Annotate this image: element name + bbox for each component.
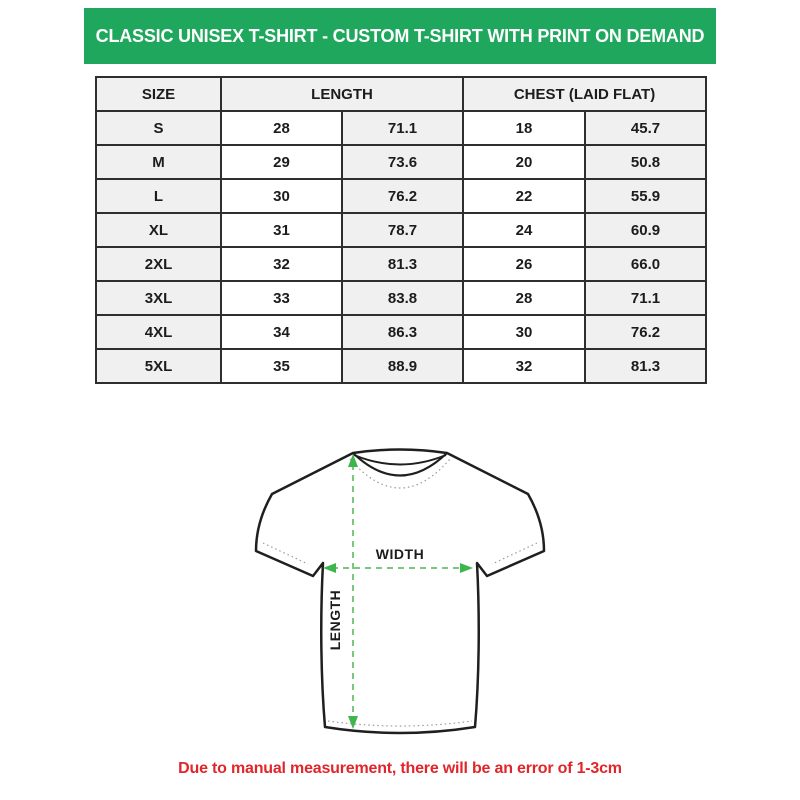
chest-in-cell: 32 [463, 349, 585, 383]
size-cell: M [96, 145, 221, 179]
length-cm-cell: 86.3 [342, 315, 463, 349]
length-in-cell: 34 [221, 315, 342, 349]
size-cell: 3XL [96, 281, 221, 315]
size-cell: 4XL [96, 315, 221, 349]
chest-cm-cell: 45.7 [585, 111, 706, 145]
chest-in-cell: 26 [463, 247, 585, 281]
chest-in-cell: 28 [463, 281, 585, 315]
length-cm-cell: 88.9 [342, 349, 463, 383]
title-banner [84, 8, 716, 64]
column-header-chest: CHEST (LAID FLAT) [463, 77, 706, 111]
tshirt-outline-icon [250, 430, 550, 760]
chest-in-cell: 18 [463, 111, 585, 145]
size-cell: 5XL [96, 349, 221, 383]
length-cm-cell: 71.1 [342, 111, 463, 145]
size-cell: XL [96, 213, 221, 247]
chest-in-cell: 24 [463, 213, 585, 247]
chest-cm-cell: 81.3 [585, 349, 706, 383]
size-cell: 2XL [96, 247, 221, 281]
length-in-cell: 28 [221, 111, 342, 145]
size-cell: S [96, 111, 221, 145]
length-cm-cell: 81.3 [342, 247, 463, 281]
length-in-cell: 31 [221, 213, 342, 247]
table-row [96, 179, 706, 213]
length-in-cell: 35 [221, 349, 342, 383]
chest-in-cell: 20 [463, 145, 585, 179]
chest-cm-cell: 66.0 [585, 247, 706, 281]
width-label: WIDTH [375, 546, 425, 562]
table-header-row [96, 77, 706, 111]
length-cm-cell: 76.2 [342, 179, 463, 213]
page-title: CLASSIC UNISEX T-SHIRT - CUSTOM T-SHIRT WITH PRINT ON DEMAND [95, 25, 705, 46]
table-row [96, 213, 706, 247]
size-table-container [95, 76, 705, 384]
length-cm-cell: 78.7 [342, 213, 463, 247]
table-row [96, 247, 706, 281]
length-cm-cell: 83.8 [342, 281, 463, 315]
length-label: LENGTH [327, 589, 343, 651]
size-table [95, 76, 707, 384]
tshirt-measurement-diagram [250, 430, 550, 760]
table-row [96, 111, 706, 145]
column-header-size: SIZE [96, 77, 221, 111]
chest-in-cell: 22 [463, 179, 585, 213]
length-in-cell: 29 [221, 145, 342, 179]
measurement-disclaimer: Due to manual measurement, there will be an error of 1-3cm [178, 760, 622, 777]
table-row [96, 315, 706, 349]
chest-cm-cell: 60.9 [585, 213, 706, 247]
length-in-cell: 30 [221, 179, 342, 213]
table-row [96, 281, 706, 315]
chest-cm-cell: 76.2 [585, 315, 706, 349]
chest-cm-cell: 71.1 [585, 281, 706, 315]
chest-cm-cell: 55.9 [585, 179, 706, 213]
chest-in-cell: 30 [463, 315, 585, 349]
size-cell: L [96, 179, 221, 213]
length-in-cell: 32 [221, 247, 342, 281]
table-row [96, 349, 706, 383]
column-header-length: LENGTH [221, 77, 463, 111]
chest-cm-cell: 50.8 [585, 145, 706, 179]
length-in-cell: 33 [221, 281, 342, 315]
table-row [96, 145, 706, 179]
length-cm-cell: 73.6 [342, 145, 463, 179]
